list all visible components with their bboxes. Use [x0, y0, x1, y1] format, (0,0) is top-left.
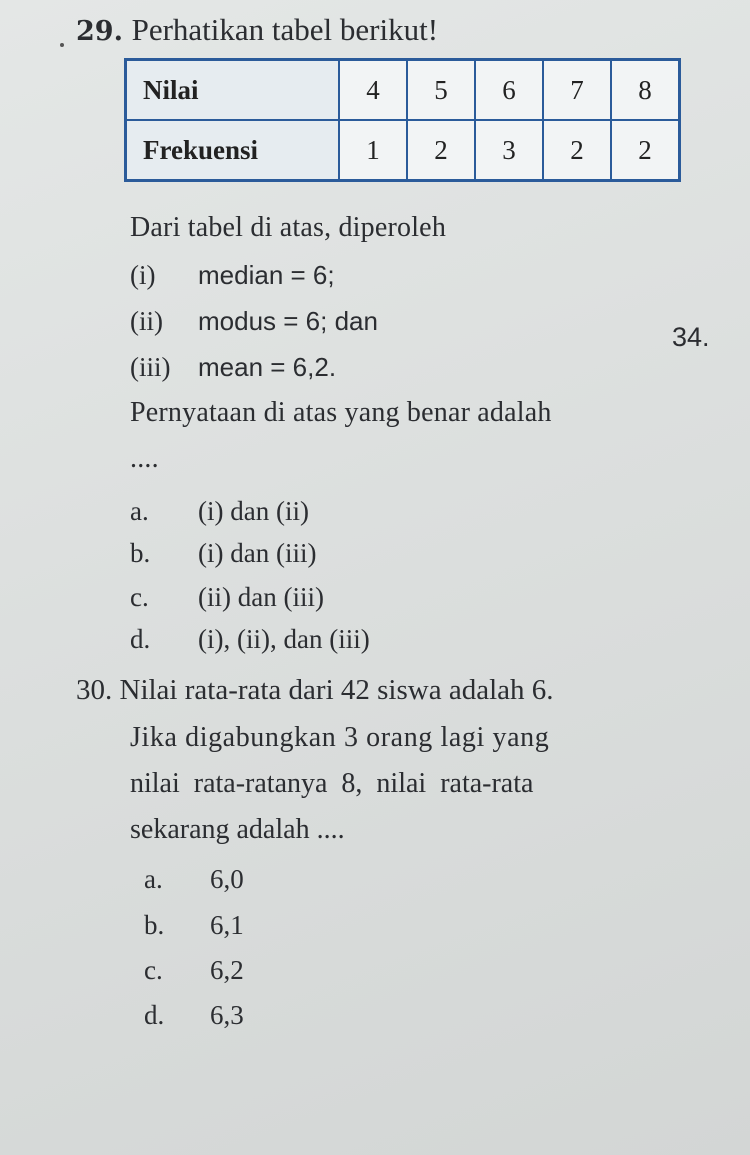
statement-text: modus = 6; dan — [198, 306, 378, 336]
option-text: (i) dan (ii) — [198, 496, 309, 526]
question-text: Jika digabungkan 3 orang lagi yang — [130, 722, 550, 753]
question-30-header — [76, 674, 554, 707]
option-letter: b. — [144, 910, 165, 940]
question-29-header — [76, 12, 438, 48]
option-letter: d. — [144, 1000, 165, 1030]
table-cell: 2 — [407, 120, 475, 181]
option-d[interactable] — [130, 624, 370, 655]
option-b[interactable] — [144, 910, 244, 941]
table-cell: 1 — [339, 120, 407, 181]
option-letter: c. — [144, 955, 163, 985]
statement-item — [130, 352, 336, 383]
frequency-table — [124, 58, 681, 182]
statement-item — [130, 306, 378, 337]
intro-text: Dari tabel di atas, diperoleh — [130, 212, 447, 243]
statement-label: (i) — [130, 260, 156, 290]
option-text: 6,2 — [210, 955, 244, 985]
option-letter: b. — [130, 538, 151, 568]
question-number: 30. — [76, 674, 113, 706]
margin-dot — [60, 43, 64, 47]
table-cell: 3 — [475, 120, 543, 181]
option-letter: a. — [144, 864, 163, 894]
question-text: nilai rata-ratanya 8, nilai rata-rata — [130, 768, 534, 799]
option-d[interactable] — [144, 1000, 244, 1031]
statement-text: median = 6; — [198, 260, 335, 290]
option-text: (ii) dan (iii) — [198, 582, 324, 612]
table-row-nilai — [126, 60, 680, 121]
statement-item — [130, 260, 335, 291]
question-text: Nilai rata-rata dari 42 siswa adalah 6. — [119, 674, 554, 706]
question-number: 29. — [76, 16, 123, 47]
option-c[interactable] — [130, 582, 324, 613]
table-cell: 2 — [611, 120, 680, 181]
question-text: sekarang adalah .... — [130, 814, 345, 845]
table-row-frekuensi — [126, 120, 680, 181]
option-a[interactable] — [130, 496, 309, 527]
question-text: Pernyataan di atas yang benar adalah — [130, 397, 552, 428]
statement-label: (ii) — [130, 306, 163, 336]
option-text: (i) dan (iii) — [198, 538, 317, 568]
option-text: (i), (ii), dan (iii) — [198, 624, 370, 654]
table-cell: 6 — [475, 60, 543, 121]
option-c[interactable] — [144, 955, 244, 986]
option-b[interactable] — [130, 538, 316, 569]
option-text: 6,3 — [210, 1000, 244, 1030]
table-cell: 2 — [543, 120, 611, 181]
option-letter: d. — [130, 624, 151, 654]
option-a[interactable] — [144, 864, 244, 895]
option-text: 6,0 — [210, 864, 244, 894]
question-ellipsis: .... — [130, 443, 159, 474]
statement-label: (iii) — [130, 352, 171, 382]
row-header: Nilai — [126, 60, 340, 121]
table-cell: 7 — [543, 60, 611, 121]
option-letter: c. — [130, 582, 149, 612]
question-instruction: Perhatikan tabel berikut! — [131, 12, 439, 47]
table-cell: 4 — [339, 60, 407, 121]
side-number: 34. — [672, 322, 710, 352]
option-text: 6,1 — [210, 910, 244, 940]
statement-text: mean = 6,2. — [198, 352, 337, 382]
table-cell: 8 — [611, 60, 680, 121]
row-header: Frekuensi — [126, 120, 340, 181]
option-letter: a. — [130, 496, 149, 526]
table-cell: 5 — [407, 60, 475, 121]
